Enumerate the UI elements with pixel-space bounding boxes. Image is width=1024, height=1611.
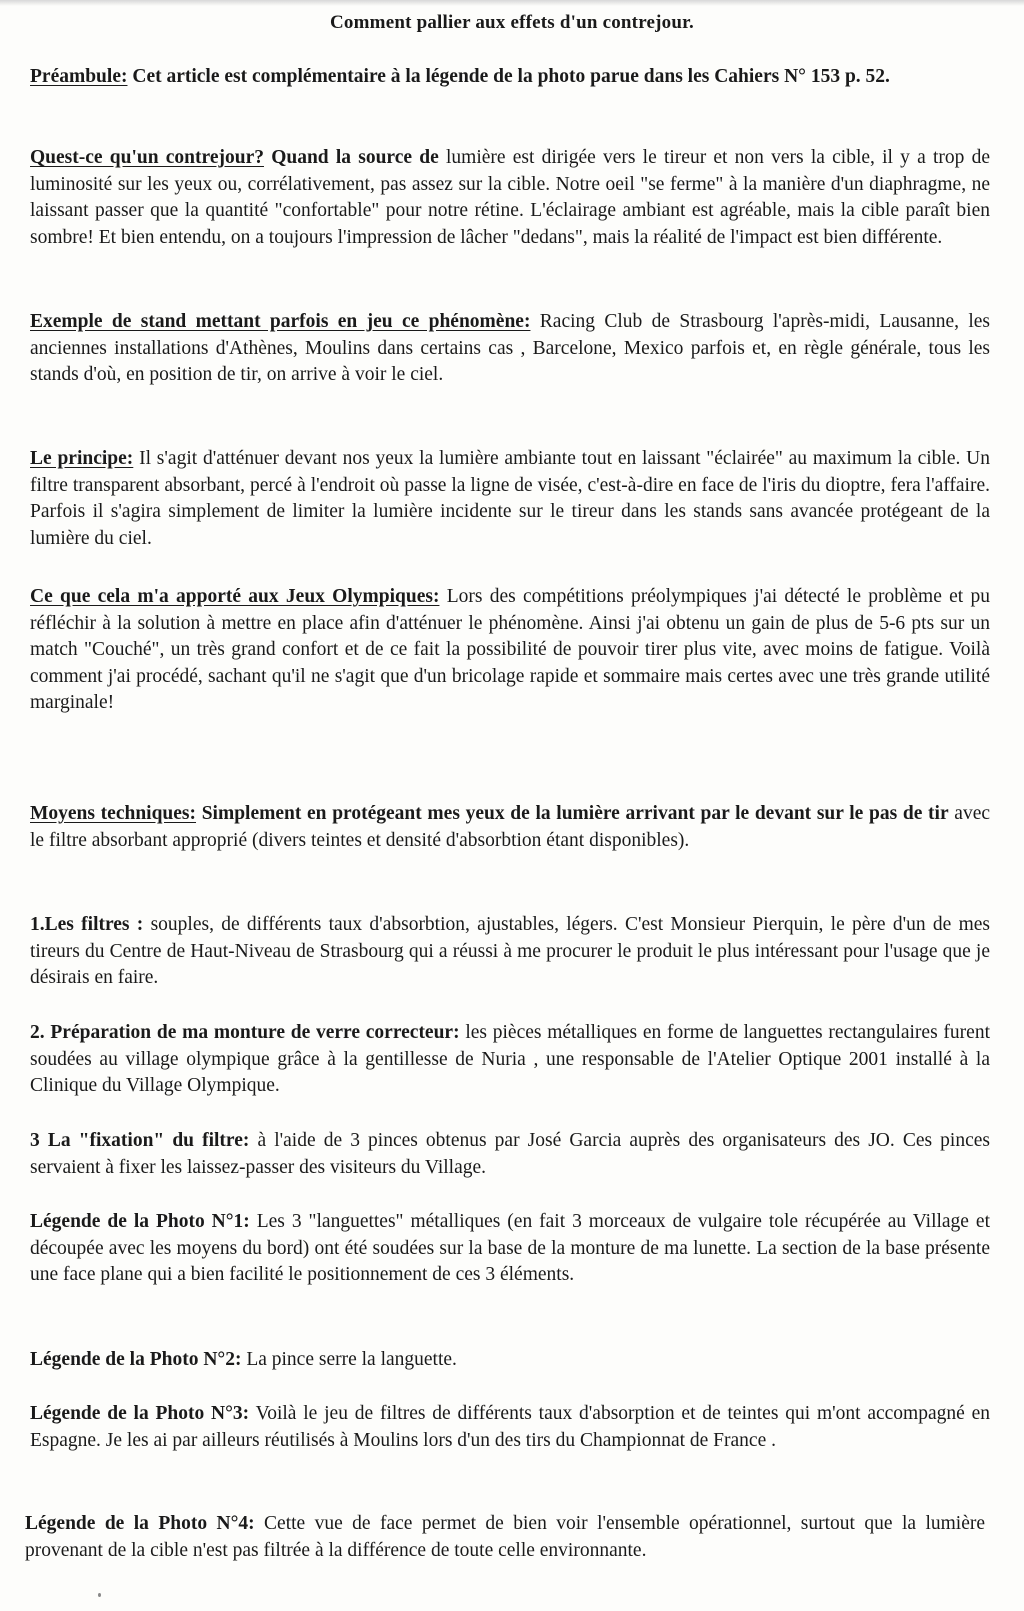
paragraph-body: Racing Club de Strasbourg l'après-midi, Lausanne, les anciennes installations d'Athènes, Moulins dans certains cas , Barcelone, Mexico parfois et, en règle générale, tous les stands d'où, en position de tir, on arrive à voir le ciel. bbox=[30, 311, 990, 385]
paragraph-body: La pince serre la languette. bbox=[241, 1349, 457, 1370]
paragraph-principe bbox=[30, 446, 990, 552]
paragraph-moyens-techniques bbox=[30, 801, 990, 854]
paragraph-body: Les 3 "languettes" métalliques (en fait 3 morceaux de vulgaire tole récupérée au Village et découpée avec les moyens du bord) ont été soudées sur la base de la monture de ma lunette. La section de la base présente une face plane qui a bien facilité le positionnement de ces 3 éléments. bbox=[30, 1211, 990, 1285]
paragraph-lead: Légende de la Photo N°3: bbox=[30, 1403, 250, 1424]
paragraph-lead: Légende de la Photo N°1: bbox=[30, 1211, 250, 1232]
paragraph-body: souples, de différents taux d'absorbtion, ajustables, légers. C'est Monsieur Pierquin, le père d'un de mes tireurs du Centre de Haut-Niveau de Strasbourg qui a réussi à me procurer le produit le plus intéressant pour l'usage que je désirais en faire. bbox=[30, 914, 990, 988]
paragraph-heading: Moyens techniques: bbox=[30, 803, 197, 824]
paragraph-preparation-monture bbox=[30, 1020, 990, 1100]
paragraph-body: les pièces métalliques en forme de languettes rectangulaires furent soudées au village olympique grâce à la gentillesse de Nuria , une responsable de l'Atelier Optique 2001 installé à la Clinique du Village Olympique. bbox=[30, 1022, 990, 1096]
paragraph-heading: Ce que cela m'a apporté aux Jeux Olympiques: bbox=[30, 586, 440, 607]
paragraph-body: Cette vue de face permet de bien voir l'ensemble opérationnel, surtout que la lumière provenant de la cible n'est pas filtrée à la différence de toute celle environnante. bbox=[25, 1513, 986, 1561]
paragraph-legende-photo-2 bbox=[30, 1347, 990, 1374]
paragraph-heading: Exemple de stand mettant parfois en jeu ce phénomène: bbox=[30, 311, 531, 332]
paragraph-body: avec le filtre absorbant approprié (divers teintes et densité d'absorbtion étant disponibles). bbox=[30, 803, 991, 851]
paragraph-legende-photo-1 bbox=[30, 1209, 990, 1289]
paragraph-exemple-stand bbox=[30, 309, 990, 389]
paragraph-lead: Légende de la Photo N°4: bbox=[25, 1513, 255, 1534]
paragraph-fixation-filtre bbox=[30, 1128, 990, 1181]
paragraph-lead: Quand la source de bbox=[263, 147, 439, 168]
scan-edge bbox=[0, 0, 1024, 6]
paragraph-body: Lors des compétitions préolympiques j'ai détecté le problème et pu réfléchir à la solution à mettre en place afin d'atténuer le phénomène. Ainsi j'ai obtenu un gain de plus de 5-6 pts sur un match "Couché", un très grand confort et de ce fait la possibilité de pouvoir tirer plus vite, avec moins de fatigue. Voilà comment j'ai procédé, sachant qu'il ne s'agit que d'un bricolage rapide et sommaire mais certes avec une très grande utilité marginale! bbox=[30, 586, 990, 713]
paragraph-body: Il s'agit d'atténuer devant nos yeux la lumière ambiante tout en laissant "éclairée" au maximum la cible. Un filtre transparent absorbant, percé à l'endroit où passe la ligne de visée, c'est-à-dire en face de l'iris du dioptre, fera l'affaire. Parfois il s'agira simplement de limiter la lumière incidente sur le tireur dans les stands sans avancée protégeant de la lumière du ciel. bbox=[30, 448, 990, 549]
paragraph-body: à l'aide de 3 pinces obtenus par José Garcia auprès des organisateurs des JO. Ces pinces servaient à fixer les laissez-passer des visiteurs du Village. bbox=[30, 1130, 990, 1178]
paragraph-lead: 1.Les filtres : bbox=[30, 914, 144, 935]
paragraph-body: lumière est dirigée vers le tireur et non vers la cible, il y a trop de luminosité sur les yeux ou, corrélativement, pas assez sur la cible. Notre oeil "se ferme" à la manière d'un diaphragme, ne laissant passer que la quantité "confortable" pour notre rétine. L'éclairage ambiant est agréable, mais la cible paraît bien sombre! Et bien entendu, on a toujours l'impression de lâcher "dedans", mais la réalité de l'impact est bien différente. bbox=[30, 147, 991, 248]
paragraph-body: Voilà le jeu de filtres de différents taux d'absorption et de teintes qui m'ont accompagné en Espagne. Je les ai par ailleurs réutilisés à Moulins lors d'un des tirs du Championnat de France . bbox=[30, 1403, 990, 1451]
paragraph-lead: Cet article est complémentaire à la légende de la photo parue dans les Cahiers N° 153 p. 52. bbox=[127, 66, 890, 87]
paragraph-heading: Préambule: bbox=[30, 66, 128, 87]
paragraph-jeux-olympiques bbox=[30, 584, 990, 717]
paragraph-lead: Légende de la Photo N°2: bbox=[30, 1349, 242, 1370]
paragraph-filtres bbox=[30, 912, 990, 992]
scan-speck bbox=[98, 1593, 101, 1597]
paragraph-heading: Le principe: bbox=[30, 448, 134, 469]
paragraph-lead: Simplement en protégeant mes yeux de la lumière arrivant par le devant sur le pas de tir bbox=[196, 803, 949, 824]
paragraph-legende-photo-4 bbox=[25, 1511, 985, 1564]
paragraph-lead: 2. Préparation de ma monture de verre correcteur: bbox=[30, 1022, 460, 1043]
paragraph-heading: Quest-ce qu'un contrejour? bbox=[30, 147, 264, 168]
paragraph-legende-photo-3 bbox=[30, 1401, 990, 1454]
paragraph-preambule bbox=[30, 64, 990, 91]
document-title: Comment pallier aux effets d'un contrejour. bbox=[330, 12, 694, 33]
paragraph-lead: 3 La "fixation" du filtre: bbox=[30, 1130, 250, 1151]
paragraph-contrejour bbox=[30, 145, 990, 251]
